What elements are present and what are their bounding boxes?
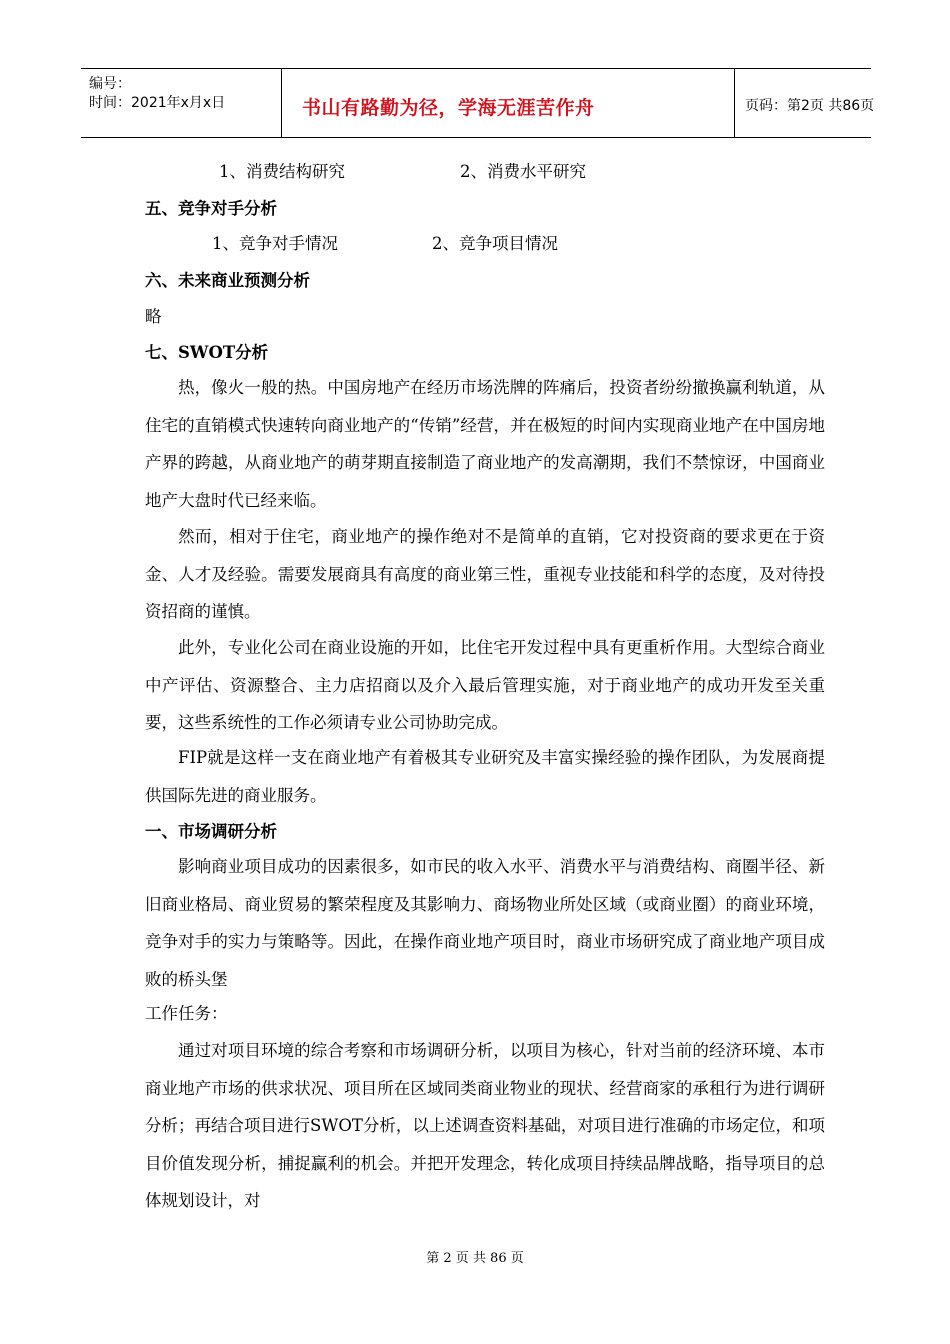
motto-text: 书山有路勤为径，学海无涯苦作舟	[302, 97, 595, 119]
section-heading-7: 七、SWOT分析	[145, 343, 269, 362]
page-info: 页码：第2页 共86页	[745, 98, 875, 114]
paragraph-6: 通过对项目环境的综合考察和市场调研分析，以项目为核心，针对当前的经济环境、本市商业地产市场的供求状况、项目所在区域同类商业物业的现状、经营商家的承租行为进行调研分析；再结合项目进行SWOT分析，以上述调查资料基础，对项目进行准确的市场定位，和项目价值发现分析，捕捉赢利的机会。并把开发理念，转化成项目持续品牌战略，指导项目的总体规划设计，对	[145, 1041, 825, 1210]
paragraph-5: 影响商业项目成功的因素很多，如市民的收入水平、消费水平与消费结构、商圈半径、新旧商业格局、商业贸易的繁荣程度及其影响力、商场物业所处区域（或商业圈）的商业环境，竞争对手的实力与策略等。因此，在操作商业地产项目时，商业市场研究成了商业地产项目成败的桥头堡	[145, 857, 825, 989]
section-heading-5: 五、竞争对手分析	[145, 199, 277, 218]
task-label: 工作任务：	[145, 1004, 228, 1023]
section-heading-6: 六、未来商业预测分析	[145, 271, 310, 290]
time-label: 时间：2021年x月x日	[89, 95, 226, 111]
paragraph-2: 然而，相对于住宅，商业地产的操作绝对不是简单的直销，它对投资商的要求更在于资金、人才及经验。需要发展商具有高度的商业第三性，重视专业技能和科学的态度，及对待投资招商的谨慎。	[145, 527, 825, 621]
number-label: 编号：	[89, 76, 131, 92]
section-heading-1: 一、市场调研分析	[145, 822, 277, 841]
paragraph-1: 热，像火一般的热。中国房地产在经历市场洗牌的阵痛后，投资者纷纷撤换赢利轨道，从住宅的直销模式快速转向商业地产的“传销”经营，并在极短的时间内实现商业地产在中国房地产界的跨越，从商业地产的萌芽期直接制造了商业地产的发高潮期，我们不禁惊讶，中国商业地产大盘时代已经来临。	[145, 378, 825, 510]
header-table	[81, 68, 875, 138]
toc-item-consumption-structure: 1、消费结构研究	[219, 162, 345, 181]
toc-item-competing-project: 2、竞争项目情况	[432, 234, 558, 253]
header-meta-cell	[81, 69, 282, 137]
toc-item-consumption-level: 2、消费水平研究	[460, 162, 586, 181]
section-6-body: 略	[145, 307, 162, 326]
paragraph-4: FIP就是这样一支在商业地产有着极其专业研究及丰富实操经验的操作团队，为发展商提供国际先进的商业服务。	[145, 748, 825, 805]
paragraph-3: 此外，专业化公司在商业设施的开如，比住宅开发过程中具有更重析作用。大型综合商业中产评估、资源整合、主力店招商以及介入最后管理实施，对于商业地产的成功开发至关重要，这些系统性的工作必须请专业公司协助完成。	[145, 638, 825, 732]
header-motto-cell	[282, 69, 735, 137]
page-footer: 第 2 页 共 86 页	[426, 1251, 524, 1266]
header-page-cell	[735, 69, 875, 137]
toc-item-competitor: 1、竞争对手情况	[212, 234, 338, 253]
